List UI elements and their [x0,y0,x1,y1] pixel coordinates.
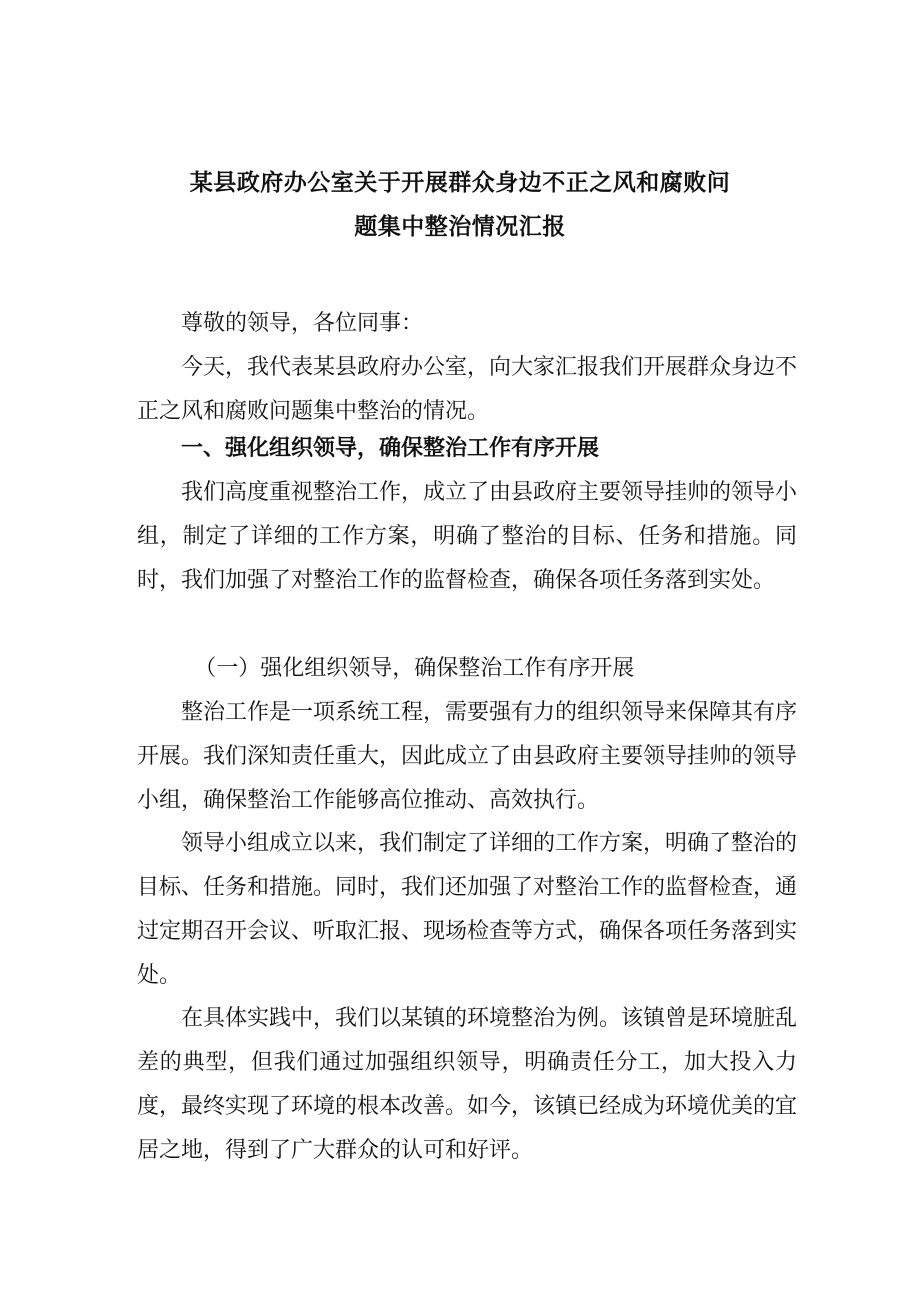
paragraph-3: 领导小组成立以来，我们制定了详细的工作方案，明确了整治的目标、任务和措施。同时，我们还加强了对整治工作的监督检查，通过定期召开会议、听取汇报、现场检查等方式，确保各项任务落到实处。 [137,831,798,988]
document-title-line2: 题集中整治情况汇报 [354,214,566,240]
intro-paragraph: 今天，我代表某县政府办公室，向大家汇报我们开展群众身边不正之风和腐败问题集中整治的情况。 [137,355,798,424]
paragraph-2: 整治工作是一项系统工程，需要强有力的组织领导来保障其有序开展。我们深知责任重大，因此成立了由县政府主要领导挂帅的领导小组，确保整治工作能够高位推动、高效执行。 [137,700,798,813]
paragraph-4: 在具体实践中，我们以某镇的环境整治为例。该镇曾是环境脏乱差的典型，但我们通过加强组织领导，明确责任分工，加大投入力度，最终实现了环境的根本改善。如今，该镇已经成为环境优美的宜居之地，得到了广大群众的认可和好评。 [137,1006,798,1163]
salutation: 尊敬的领导，各位同事： [181,311,424,336]
section-1-heading: 一、强化组织领导，确保整治工作有序开展 [181,436,600,461]
subsection-1-heading: （一）强化组织领导，确保整治工作有序开展 [194,656,635,681]
document-title-line1: 某县政府办公室关于开展群众身边不正之风和腐败问 [189,170,731,196]
section-1-paragraph: 我们高度重视整治工作，成立了由县政府主要领导挂帅的领导小组，制定了详细的工作方案，明确了整治的目标、任务和措施。同时，我们加强了对整治工作的监督检查，确保各项任务落到实处。 [137,480,798,593]
